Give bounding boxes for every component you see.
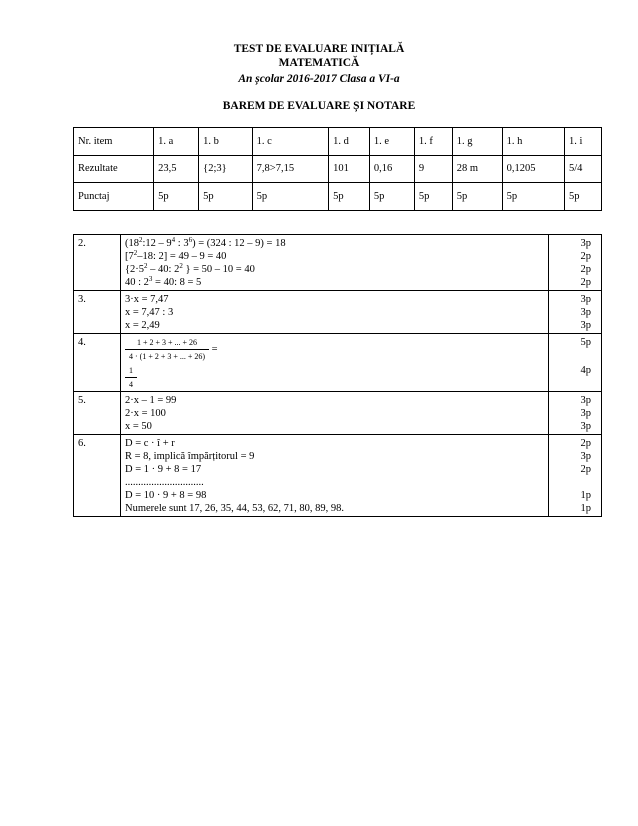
answers-table [73, 127, 602, 211]
solution-line: R = 8, implică împărțitorul = 9 [125, 451, 255, 462]
table-row [74, 235, 602, 291]
solution-line: 3·x = 7,47 [125, 294, 169, 305]
solution-cell [121, 435, 549, 517]
header-cell: 1. h [502, 128, 564, 156]
table-row [74, 392, 602, 435]
result-cell: 9 [414, 155, 452, 183]
item-number: 2. [74, 235, 121, 291]
points-cell: 5p [452, 183, 502, 211]
solution-line: x = 50 [125, 421, 152, 432]
table-row [74, 435, 602, 517]
result-fraction: $\frac{1}{4}$ [125, 364, 137, 391]
result-cell: 0,16 [369, 155, 414, 183]
table-row-header [74, 128, 602, 156]
result-cell: 7,8>7,15 [252, 155, 328, 183]
points-cell: 5p [154, 183, 199, 211]
table-row [74, 291, 602, 334]
fraction-line [125, 362, 544, 390]
row-label: Rezultate [74, 155, 154, 183]
solution-line: Numerele sunt 17, 26, 35, 44, 53, 62, 71, 80, 89, 98. [125, 503, 345, 514]
header-cell: 1. c [252, 128, 328, 156]
header-cell: 1. i [565, 128, 602, 156]
points-cell: 5p [252, 183, 328, 211]
solution-line: [$7^2-18$: 2] = 49 – 9 = 40 [125, 249, 227, 262]
result-cell: 28 m [452, 155, 502, 183]
header-cell: 1. f [414, 128, 452, 156]
fraction: $\frac{1 + 2 + 3 + ... + 26}{4 \cdot (1 + 2 + 3 + ... + 26)}$ [125, 336, 209, 363]
points-cell: 2p 3p 2p 1p 1p [549, 435, 602, 517]
header-cell: 1. d [329, 128, 370, 156]
solution-line: {$2\cdot 5^2 - 40$: $2^2$ } = 50 – 10 = 40 [125, 262, 255, 275]
solution-line: 40 : $2^3 = 40$: 8 = 5 [125, 275, 202, 288]
test-title: TEST DE EVALUARE INIȚIALĂ [233, 43, 405, 55]
solutions-table [73, 234, 602, 517]
header-cell: 1. b [199, 128, 253, 156]
solution-line: 2·x – 1 = 99 [125, 395, 177, 406]
points-cell: 5p [565, 183, 602, 211]
solution-line: 2·x = 100 [125, 408, 166, 419]
fraction-line: $\frac{1 + 2 + 3 + ... + 26}{4 \cdot (1 + 2 + 3 + ... + 26)}$ = [125, 336, 544, 362]
result-cell: 0,1205 [502, 155, 564, 183]
solution-cell [121, 235, 549, 291]
points-cell: 5p [414, 183, 452, 211]
points-cell: 5p [502, 183, 564, 211]
solution-cell [121, 392, 549, 435]
table-row [74, 334, 602, 392]
points-cell: 5p [329, 183, 370, 211]
table-row-points [74, 183, 602, 211]
points-cell: 5p 4p [549, 334, 602, 392]
result-cell: 23,5 [154, 155, 199, 183]
year-class: An școlar 2016-2017 Clasa a VI-a [238, 73, 400, 85]
points-cell: 3p 2p 2p 2p [549, 235, 602, 291]
table-row-results [74, 155, 602, 183]
result-cell: {2;3} [199, 155, 253, 183]
item-number: 6. [74, 435, 121, 517]
header-cell: 1. a [154, 128, 199, 156]
item-number: 4. [74, 334, 121, 392]
barem-title: BAREM DE EVALUARE ȘI NOTARE [222, 100, 416, 112]
points-cell: 5p [369, 183, 414, 211]
item-number: 5. [74, 392, 121, 435]
solution-line: x = 2,49 [125, 320, 160, 331]
item-number: 3. [74, 291, 121, 334]
solution-line: .............................. [125, 477, 204, 488]
header-cell: 1. g [452, 128, 502, 156]
points-cell: 5p [199, 183, 253, 211]
solution-line: D = 10 · 9 + 8 = 98 [125, 490, 207, 501]
solution-line: ($18^2:12 - 9^4$ : $3^6) = (324$ : 12 – 9) = 18 [125, 236, 286, 249]
header-cell: Nr. item [74, 128, 154, 156]
solution-cell [121, 291, 549, 334]
solution-line: D = c · î + r [125, 438, 175, 449]
result-cell: 101 [329, 155, 370, 183]
points-cell: 3p 3p 3p [549, 392, 602, 435]
solution-line: x = 7,47 : 3 [125, 307, 174, 318]
header-cell: 1. e [369, 128, 414, 156]
row-label: Punctaj [74, 183, 154, 211]
subject-title: MATEMATICĂ [278, 57, 360, 69]
result-cell: 5/4 [565, 155, 602, 183]
solution-line: D = 1 · 9 + 8 = 17 [125, 464, 202, 475]
points-cell: 3p 3p 3p [549, 291, 602, 334]
solution-cell [121, 334, 549, 392]
